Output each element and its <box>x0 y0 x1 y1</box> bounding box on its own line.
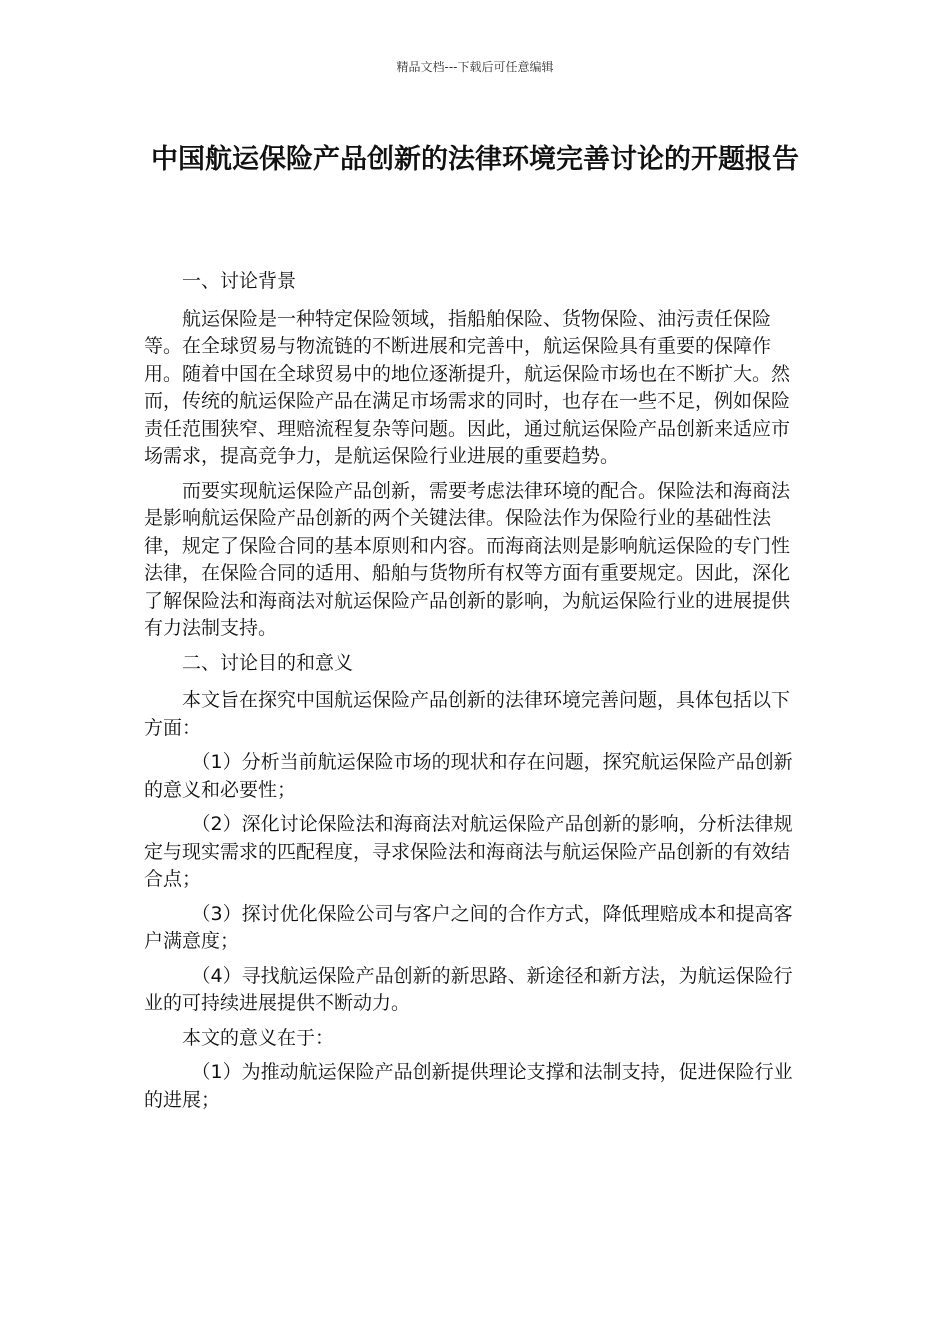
purpose-item-4: （4）寻找航运保险产品创新的新思路、新途径和新方法，为航运保险行业的可持续进展提供不断动力。 <box>144 964 793 1014</box>
purpose-intro: 本文旨在探究中国航运保险产品创新的法律环境完善问题，具体包括以下方面： <box>144 689 791 739</box>
purpose-item-2: （2）深化讨论保险法和海商法对航运保险产品创新的影响，分析法律规定与现实需求的匹配程度，寻求保险法和海商法与航运保险产品创新的有效结合点； <box>144 813 793 890</box>
background-paragraph-1: 航运保险是一种特定保险领域，指船舶保险、货物保险、油污责任保险等。在全球贸易与物流链的不断进展和完善中，航运保险具有重要的保障作用。随着中国在全球贸易中的地位逐渐提升，航运保险市场也在不断扩大。然而，传统的航运保险产品在满足市场需求的同时，也存在一些不足，例如保险责任范围狭窄、理赔流程复杂等问题。因此，通过航运保险产品创新来适应市场需求，提高竞争力，是航运保险行业进展的重要趋势。 <box>144 307 791 467</box>
document-title: 中国航运保险产品创新的法律环境完善讨论的开题报告 <box>151 144 799 175</box>
purpose-item-1: （1）分析当前航运保险市场的现状和存在问题，探究航运保险产品创新的意义和必要性； <box>144 751 793 801</box>
section-heading-background: 一、讨论背景 <box>182 270 297 292</box>
section-heading-purpose: 二、讨论目的和意义 <box>182 651 354 674</box>
header-note: 精品文档---下载后可任意编辑 <box>396 60 554 74</box>
purpose-item-3: （3）探讨优化保险公司与客户之间的合作方式，降低理赔成本和提高客户满意度； <box>144 902 793 952</box>
significance-intro: 本文的意义在于： <box>182 1026 335 1049</box>
significance-item-1: （1）为推动航运保险产品创新提供理论支撑和法制支持，促进保险行业的进展； <box>144 1061 793 1111</box>
background-paragraph-2: 而要实现航运保险产品创新，需要考虑法律环境的配合。保险法和海商法是影响航运保险产品创新的两个关键法律。保险法作为保险行业的基础性法律，规定了保险合同的基本原则和内容。而海商法则是影响航运保险的专门性法律，在保险合同的适用、船舶与货物所有权等方面有重要规定。因此，深化了解保险法和海商法对航运保险产品创新的影响，为航运保险行业的进展提供有力法制支持。 <box>144 479 791 639</box>
document-body <box>144 268 808 1121</box>
